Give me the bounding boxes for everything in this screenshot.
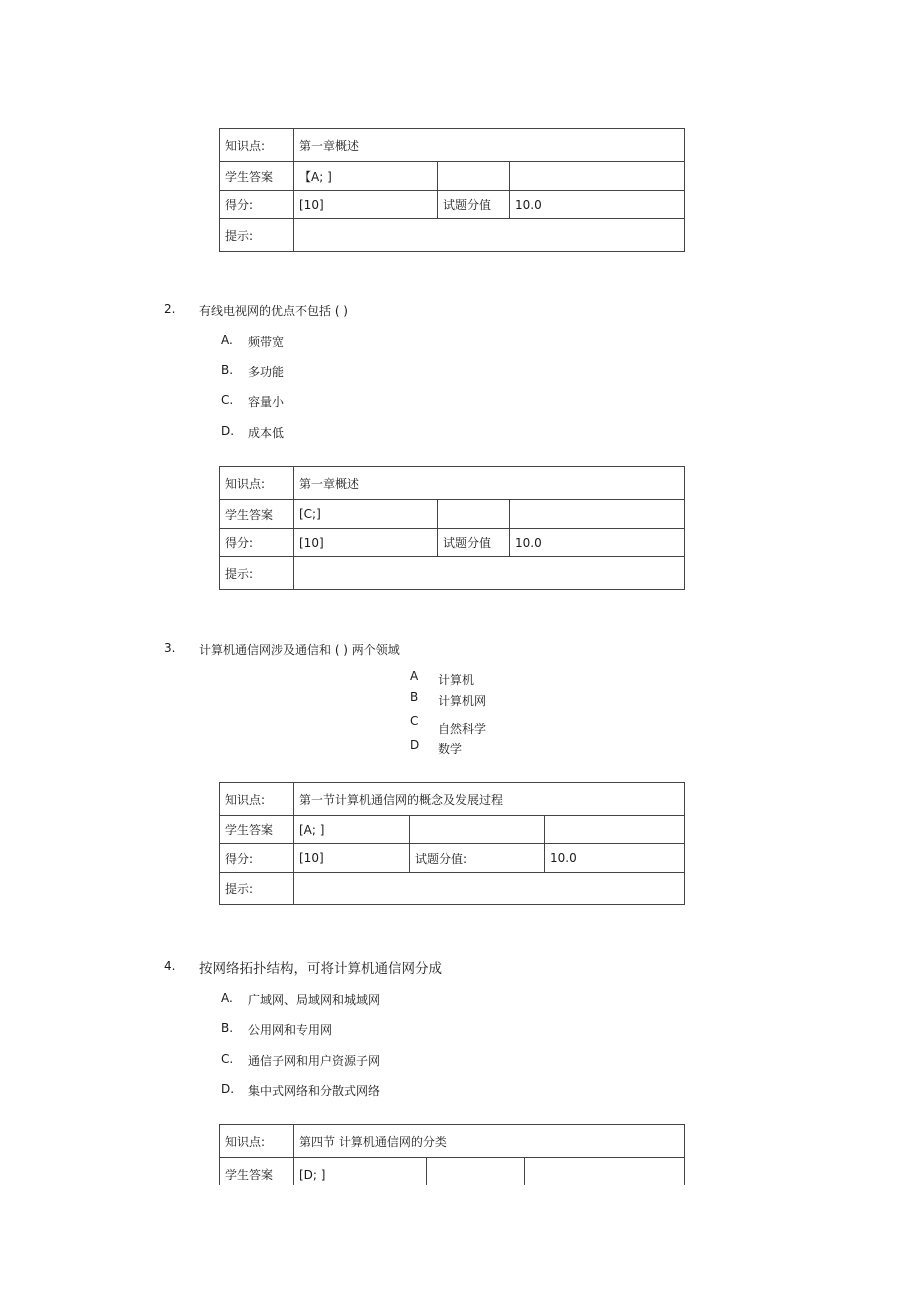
knowledge-value: 第一章概述 bbox=[294, 129, 685, 162]
result-table-4-clip bbox=[0, 1124, 920, 1185]
point-value-label: 试题分值 bbox=[438, 529, 510, 557]
empty-cell bbox=[438, 500, 510, 529]
option-text: 公用网和专用网 bbox=[248, 1023, 333, 1037]
result-table-3 bbox=[219, 782, 685, 905]
hint-label: 提示: bbox=[220, 557, 294, 590]
point-value-label: 试题分值: bbox=[410, 844, 545, 873]
option-text: 计算机 bbox=[438, 673, 475, 687]
hint-value bbox=[294, 873, 685, 905]
hint-label: 提示: bbox=[220, 219, 294, 252]
question-number: 2. bbox=[164, 302, 176, 316]
answer-label: 学生答案 bbox=[220, 1158, 294, 1186]
empty-cell bbox=[438, 162, 510, 191]
option-letter: A. bbox=[221, 991, 233, 1005]
option-text: 数学 bbox=[438, 742, 463, 756]
option-text: 广域网、局域网和城域网 bbox=[248, 993, 381, 1007]
empty-cell bbox=[510, 500, 685, 529]
question-text: 按网络拓扑结构，可将计算机通信网分成 bbox=[199, 961, 442, 977]
score-value: [10] bbox=[294, 191, 438, 219]
result-table-2 bbox=[219, 466, 685, 590]
point-value: 10.0 bbox=[545, 844, 685, 873]
knowledge-label: 知识点: bbox=[220, 1125, 294, 1158]
option-letter: A bbox=[410, 669, 419, 683]
hint-value bbox=[294, 219, 685, 252]
empty-cell bbox=[545, 816, 685, 844]
answer-value: [D; ] bbox=[294, 1158, 427, 1186]
answer-label: 学生答案 bbox=[220, 162, 294, 191]
score-value: [10] bbox=[294, 529, 438, 557]
point-value-label: 试题分值 bbox=[438, 191, 510, 219]
result-table-4 bbox=[219, 1124, 685, 1185]
option-letter: B. bbox=[221, 363, 234, 377]
option-text: 多功能 bbox=[248, 365, 285, 379]
hint-label: 提示: bbox=[220, 873, 294, 905]
point-value: 10.0 bbox=[510, 191, 685, 219]
knowledge-value: 第一节计算机通信网的概念及发展过程 bbox=[294, 783, 685, 816]
option-text: 成本低 bbox=[248, 426, 285, 440]
option-letter: A. bbox=[221, 333, 233, 347]
option-text: 频带宽 bbox=[248, 335, 285, 349]
option-letter: B. bbox=[221, 1021, 234, 1035]
empty-cell bbox=[525, 1158, 685, 1186]
empty-cell bbox=[427, 1158, 525, 1186]
question-text: 有线电视网的优点不包括 ( ) bbox=[199, 304, 348, 318]
answer-value: [A; ] bbox=[294, 816, 410, 844]
empty-cell bbox=[510, 162, 685, 191]
knowledge-label: 知识点: bbox=[220, 129, 294, 162]
question-number: 3. bbox=[164, 641, 176, 655]
option-text: 计算机网 bbox=[438, 694, 487, 708]
option-text: 通信子网和用户资源子网 bbox=[248, 1054, 381, 1068]
answer-value: [C;] bbox=[294, 500, 438, 529]
question-number: 4. bbox=[164, 959, 176, 973]
hint-value bbox=[294, 557, 685, 590]
empty-cell bbox=[410, 816, 545, 844]
option-letter: C. bbox=[221, 393, 234, 407]
point-value: 10.0 bbox=[510, 529, 685, 557]
option-letter: B bbox=[410, 690, 419, 704]
option-letter: D bbox=[410, 738, 420, 752]
question-text: 计算机通信网涉及通信和 ( ) 两个领域 bbox=[199, 643, 400, 657]
score-label: 得分: bbox=[220, 844, 294, 873]
option-letter: C. bbox=[221, 1052, 234, 1066]
score-label: 得分: bbox=[220, 529, 294, 557]
answer-value: 【A; ] bbox=[294, 162, 438, 191]
option-letter: D. bbox=[221, 424, 235, 438]
option-letter: D. bbox=[221, 1082, 235, 1096]
option-text: 集中式网络和分散式网络 bbox=[248, 1084, 381, 1098]
score-label: 得分: bbox=[220, 191, 294, 219]
knowledge-value: 第四节 计算机通信网的分类 bbox=[294, 1125, 685, 1158]
knowledge-value: 第一章概述 bbox=[294, 467, 685, 500]
option-text: 自然科学 bbox=[438, 722, 487, 736]
answer-label: 学生答案 bbox=[220, 816, 294, 844]
option-text: 容量小 bbox=[248, 395, 285, 409]
knowledge-label: 知识点: bbox=[220, 783, 294, 816]
answer-label: 学生答案 bbox=[220, 500, 294, 529]
option-letter: C bbox=[410, 714, 419, 728]
score-value: [10] bbox=[294, 844, 410, 873]
result-table-1 bbox=[219, 128, 685, 252]
knowledge-label: 知识点: bbox=[220, 467, 294, 500]
